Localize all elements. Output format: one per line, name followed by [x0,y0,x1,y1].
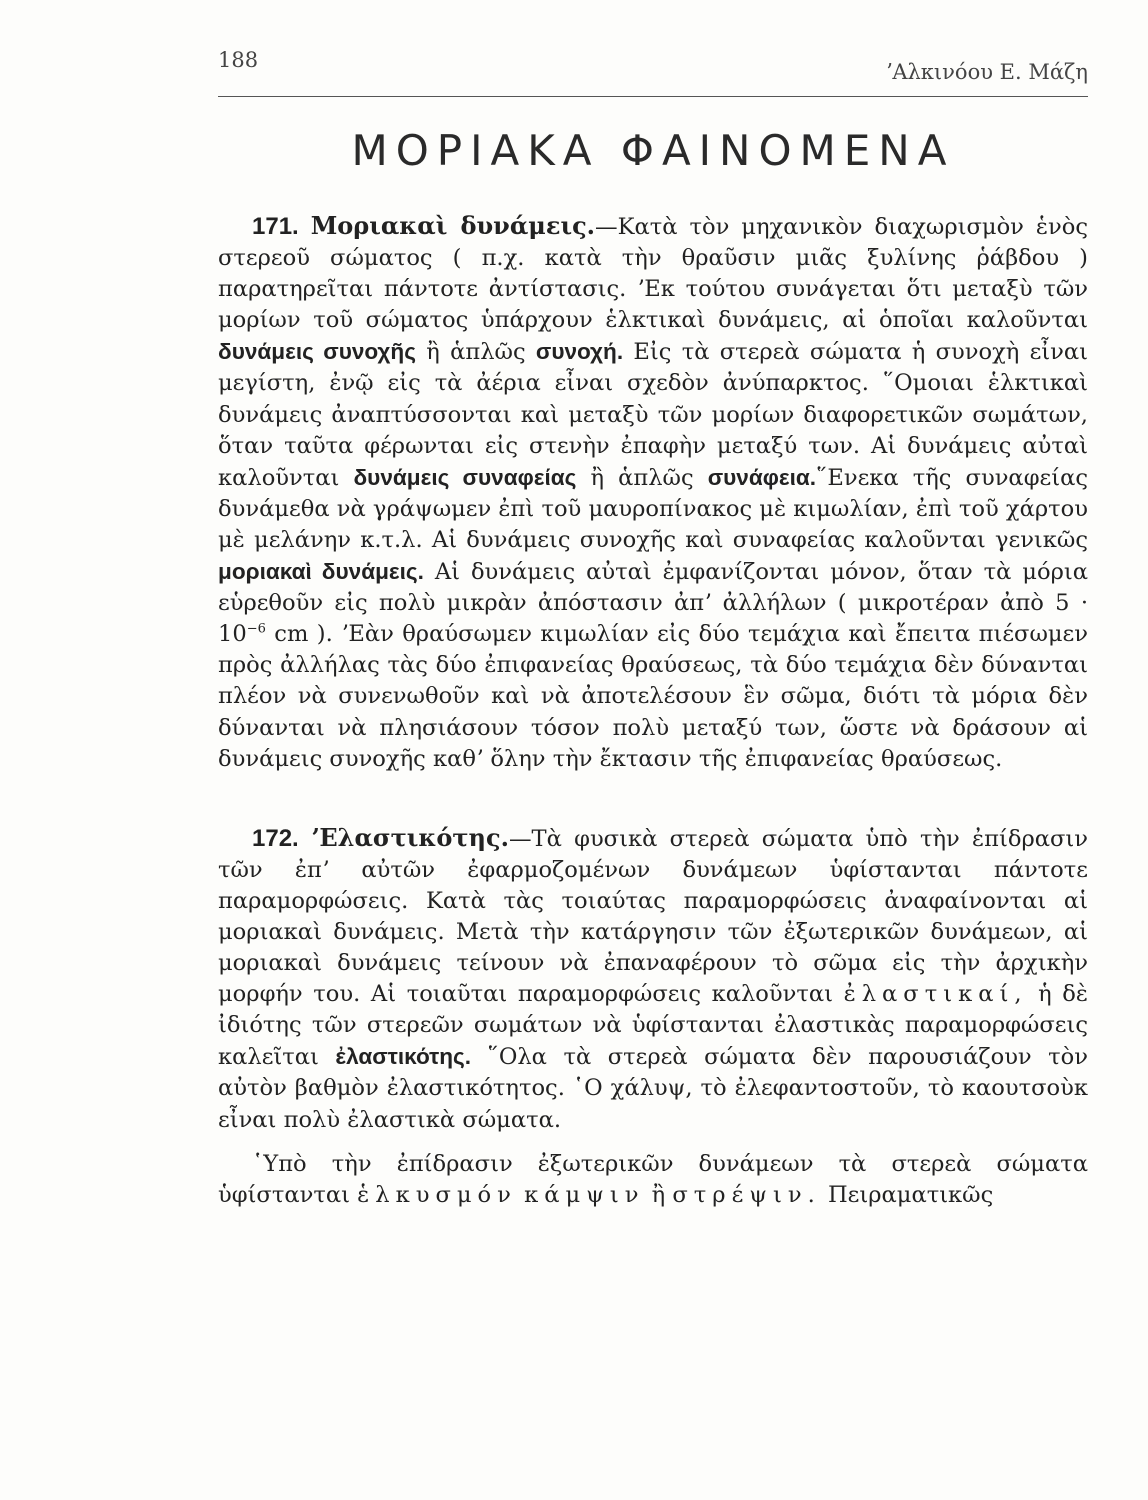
page-number: 188 [218,48,259,72]
bold-term: δυνάμεις συνοχῆς [218,339,416,365]
bold-term: συνάφεια. [707,464,817,490]
spaced-term: ἑλκυσμόν [357,1181,517,1208]
running-author: ʼΑλκινόου Ε. Μάζη [885,60,1088,84]
text-run: ἡ δὲ ἰδιότης τῶν στερεῶν σωμάτων νὰ ὑφίστανται ἐλαστικὰς παραμορφώσεις καλεῖται [218,981,1088,1071]
section-172-continuation [218,1149,1088,1211]
text-run: —Τὰ φυσικὰ στερεὰ σώματα ὑπὸ τὴν ἐπίδρασιν τῶν ἐπʼ αὐτῶν ἐφαρμοζομένων δυνάμεων ὑφίστανται πάντοτε παραμορφώσεις. Κατὰ τὰς τοιαύτας παραμορφώσεις ἀναφαίνονται αἱ μοριακαὶ δυνάμεις. Μετὰ τὴν κατάργησιν τῶν ἐξωτερικῶν δυνάμεων, αἱ μοριακαὶ δυνάμεις τείνουν νὰ ἐπαναφέρουν τὸ σῶμα εἰς τὴν ἀρχικὴν μορφήν του. Αἱ τοιαῦται παραμορφώσεις καλοῦνται [218,825,1089,1008]
text-run [517,1182,524,1208]
text-run: Αἱ δυνάμεις αὐταὶ ἐμφανίζονται μόνον, ὅταν τὰ μόρια εὑρεθοῦν εἰς πολὺ μικρὰν ἀπόστασιν ἀπʼ ἀλλήλων ( μικροτέραν ἀπὸ 5 · 10 [218,559,1088,648]
text-run: ῞Ολα τὰ στερεὰ σώματα δὲν παρουσιάζουν τὸν αὐτὸν βαθμὸν ἐλαστικότητος. ῾Ο χάλυψ, τὸ ἐλεφαντοστοῦν, τὸ καουτσοὺκ εἶναι πολὺ ἐλαστικὰ σώματα. [218,1044,1089,1133]
spaced-term: ἐλαστικαί, [843,981,1028,1008]
running-head [218,44,1088,94]
chapter-title: ΜΟΡΙΑΚΑ ΦΑΙΝΟΜΕΝΑ [351,126,955,175]
text-run: Εἰς τὰ στερεὰ σώματα ἡ συνοχὴ εἶναι μεγίστη, ἐνῷ εἰς τὰ ἀέρια εἶναι σχεδὸν ἀνύπαρκτος. ῞Ομοιαι ἑλκτικαὶ δυνάμεις ἀναπτύσσονται καὶ μεταξὺ τῶν μορίων διαφορετικῶν σωμάτων, ὅταν ταῦτα φέρωνται εἰς στενὴν ἐπαφὴν μεταξύ των. Αἱ δυνάμεις αὐταὶ καλοῦνται [218,339,1088,491]
text-run: —Κατὰ τὸν μηχανικὸν διαχωρισμὸν ἑνὸς στερεοῦ σώματος ( π.χ. κατὰ τὴν θραῦσιν μιᾶς ξυλίνης ῥάβδου ) παρατηρεῖται πάντοτε ἀντίστασις. ʼΕκ τούτου συνάγεται ὅτι μεταξὺ τῶν μορίων τοῦ σώματος ὑπάρχουν ἑλκτικαὶ δυνάμεις, αἱ ὁποῖαι καλοῦνται [218,214,1088,334]
body-text [218,210,1088,1211]
text-run: Πειραματικῶς [820,1181,994,1208]
spaced-term: στρέψιν. [672,1181,821,1208]
text-run: ἢ ἁπλῶς [415,339,536,366]
section-172 [218,822,1088,1136]
text-run: ῞Ενεκα τῆς συναφείας δυνάμεθα νὰ γράψωμεν ἐπὶ τοῦ μαυροπίνακος μὲ κιμωλίαν, ἐπὶ τοῦ χάρτου μὲ μελάνην κ.τ.λ. Αἱ δυνάμεις συνοχῆς καὶ συναφείας καλοῦνται γενικῶς [218,464,1088,553]
section-number: 171. [252,213,299,240]
section-171 [218,210,1088,775]
bold-term: συνοχή. [535,339,624,365]
section-number: 172. [252,824,299,852]
bold-term: μοριακαὶ δυνάμεις. [218,559,424,585]
bold-term: ἐλαστικότης. [335,1044,472,1070]
text-run: ἢ [644,1181,673,1208]
text-run: cm ). ʼΕὰν θραύσωμεν κιμωλίαν εἰς δύο τεμάχια καὶ ἔπειτα πιέσωμεν πρὸς ἀλλήλας τὰς δύο ἐπιφανείας θραύσεως, τὰ δύο τεμάχια δὲν δύνανται πλέον νὰ συνενωθοῦν καὶ νὰ ἀποτελέσουν ἓν σῶμα, διότι τὰ μόρια δὲν δύνανται νὰ πλησιάσουν τόσον πολὺ μεταξύ των, ὥστε νὰ δράσουν αἱ δυνάμεις συνοχῆς καθʼ ὅλην τὴν ἔκτασιν τῆς ἐπιφανείας θραύσεως. [218,621,1088,772]
text-run: ῾Υπὸ τὴν ἐπίδρασιν ἐξωτερικῶν δυνάμεων τὰ στερεὰ σώματα ὑφίστανται [218,1150,1088,1208]
header-rule [218,96,1088,97]
exponent: −6 [246,621,266,637]
bold-term: δυνάμεις συναφείας [353,464,577,490]
text-run: ἢ ἁπλῶς [576,464,708,491]
section-title: Μοριακαὶ δυνάμεις. [310,211,596,240]
spaced-term: κάμψιν [524,1181,645,1208]
section-title: ʼΕλαστικότης. [310,822,509,852]
